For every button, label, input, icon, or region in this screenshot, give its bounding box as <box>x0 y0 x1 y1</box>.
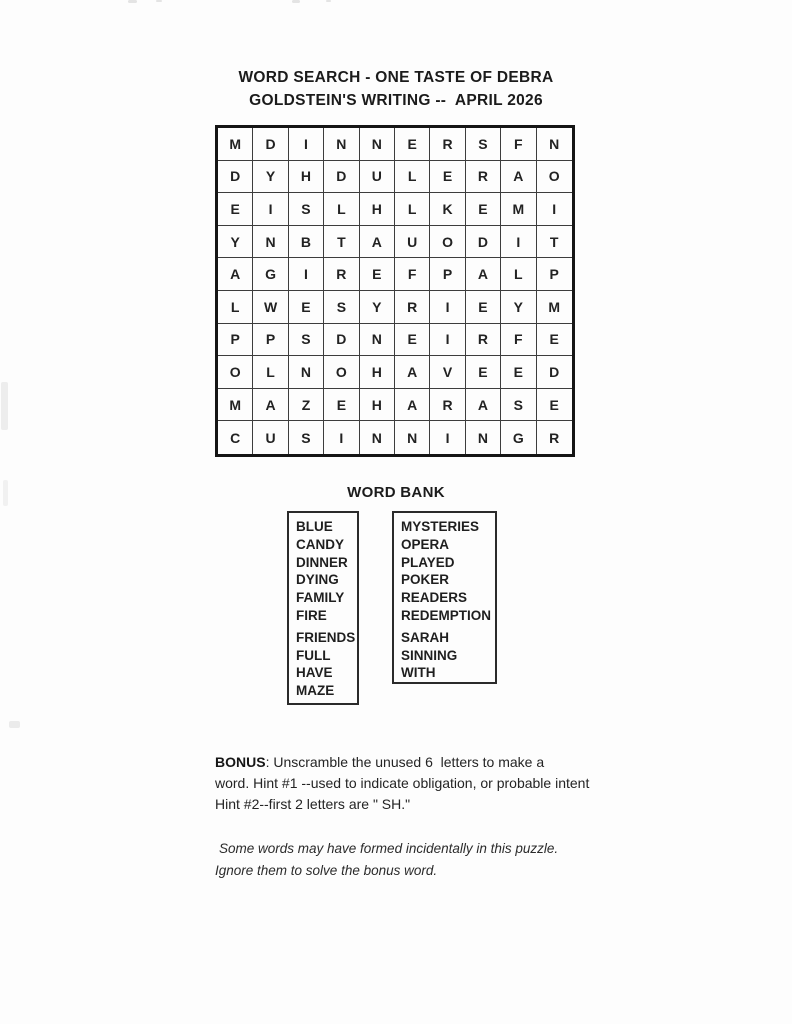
puzzle-title <box>0 66 792 112</box>
grid-cell-r5c4: R <box>324 258 359 291</box>
grid-cell-r8c5: H <box>360 356 395 389</box>
grid-cell-r10c4: I <box>324 421 359 454</box>
grid-cell-r9c5: H <box>360 389 395 422</box>
grid-cell-r8c1: O <box>218 356 253 389</box>
puzzle-title-line-1: WORD SEARCH - ONE TASTE OF DEBRA <box>238 69 554 86</box>
grid-cell-r7c1: P <box>218 324 253 357</box>
grid-cell-r4c2: N <box>253 226 288 259</box>
grid-cell-r7c10: E <box>537 324 572 357</box>
grid-cell-r4c6: U <box>395 226 430 259</box>
grid-cell-r8c7: V <box>430 356 465 389</box>
grid-cell-r4c8: D <box>466 226 501 259</box>
grid-cell-r4c10: T <box>537 226 572 259</box>
grid-cell-r5c6: F <box>395 258 430 291</box>
scan-artifact <box>9 721 20 728</box>
grid-cell-r8c6: A <box>395 356 430 389</box>
grid-cell-r7c5: N <box>360 324 395 357</box>
word-bank-item: PLAYED <box>401 554 455 570</box>
scan-artifact <box>128 0 137 3</box>
word-bank-item: SINNING <box>401 647 458 663</box>
bonus-line-2: word. Hint #1 --used to indicate obligation, or probable intent <box>215 775 590 791</box>
grid-cell-r5c8: A <box>466 258 501 291</box>
scan-artifact <box>326 0 331 2</box>
grid-cell-r10c3: S <box>289 421 324 454</box>
bonus-instructions <box>215 752 645 815</box>
grid-cell-r3c4: L <box>324 193 359 226</box>
grid-cell-r2c9: A <box>501 161 536 194</box>
grid-cell-r10c10: R <box>549 429 560 446</box>
word-bank-column-1 <box>287 511 359 705</box>
grid-cell-r9c8: A <box>466 389 501 422</box>
grid-cell-r3c6: L <box>395 193 430 226</box>
bonus-line-1-text: : Unscramble the unused 6 letters to make a <box>265 754 545 770</box>
grid-cell-r10c7: I <box>430 421 465 454</box>
grid-cell-r6c2: W <box>253 291 288 324</box>
word-bank-item: OPERA <box>401 536 450 552</box>
grid-cell-r1c4: N <box>324 128 359 161</box>
grid-cell-r5c3: I <box>289 258 324 291</box>
word-bank-item: REDEMPTION <box>401 607 492 623</box>
grid-cell-r2c4: D <box>324 161 359 194</box>
grid-cell-r10c9: G <box>501 421 536 454</box>
grid-cell-r8c4: O <box>324 356 359 389</box>
grid-cell-r1c9: F <box>501 128 536 161</box>
grid-cell-r3c7: K <box>430 193 465 226</box>
scan-artifact <box>1 382 8 430</box>
grid-cell-r2c1: D <box>218 161 253 194</box>
grid-cell-r5c5: E <box>360 258 395 291</box>
word-bank-item: FRIENDS <box>296 629 356 645</box>
grid-cell-r1c7: R <box>430 128 465 161</box>
grid-cell-r9c9: S <box>501 389 536 422</box>
grid-cell-r1c8: S <box>466 128 501 161</box>
grid-cell-r9c2: A <box>253 389 288 422</box>
grid-cell-r7c8: R <box>466 324 501 357</box>
word-bank-item: CANDY <box>296 536 345 552</box>
grid-cell-r10c5: N <box>360 421 395 454</box>
grid-cell-r4c4: T <box>324 226 359 259</box>
grid-cell-r5c10: P <box>537 258 572 291</box>
grid-cell-r4c3: B <box>289 226 324 259</box>
grid-cell-r4c9: I <box>501 226 536 259</box>
word-bank-item: BLUE <box>296 519 333 534</box>
grid-cell-r3c3: S <box>289 193 324 226</box>
word-bank-item: DYING <box>296 572 339 588</box>
word-bank-item: POKER <box>401 572 450 588</box>
grid-cell-r7c7: I <box>430 324 465 357</box>
grid-cell-r7c6: E <box>395 324 430 357</box>
grid-cell-r6c6: R <box>395 291 430 324</box>
note-line-1: Some words may have formed incidentally in this puzzle. <box>219 841 559 856</box>
grid-cell-r4c7: O <box>430 226 465 259</box>
grid-cell-r2c3: H <box>289 161 324 194</box>
grid-cell-r2c10: O <box>537 161 572 194</box>
grid-cell-r1c1: M <box>218 128 253 161</box>
grid-cell-r6c8: E <box>466 291 501 324</box>
grid-cell-r9c7: R <box>430 389 465 422</box>
word-bank-item: MAZE <box>296 683 335 699</box>
grid-cell-r3c9: M <box>501 193 536 226</box>
grid-cell-r9c10: E <box>537 389 572 422</box>
bonus-line-1 <box>215 752 645 773</box>
word-bank-heading: WORD BANK <box>347 484 445 501</box>
grid-cell-r4c1: Y <box>218 226 253 259</box>
grid-cell-r2c2: Y <box>253 161 288 194</box>
grid-cell-r8c10: D <box>537 356 572 389</box>
grid-cell-r6c1: L <box>218 291 253 324</box>
grid-cell-r10c8: N <box>466 421 501 454</box>
word-bank-item: FIRE <box>296 607 327 623</box>
grid-cell-r6c3: E <box>289 291 324 324</box>
grid-cell-r1c2: D <box>253 128 288 161</box>
grid-cell-r4c5: A <box>360 226 395 259</box>
grid-cell-r3c8: E <box>466 193 501 226</box>
grid-cell-r1c3: I <box>289 128 324 161</box>
grid-cell-r3c1: E <box>218 193 253 226</box>
grid-cell-r10c1: C <box>218 421 253 454</box>
word-bank-item: WITH <box>401 665 436 681</box>
word-bank-item: SARAH <box>401 629 450 645</box>
grid-cell-r8c8: E <box>466 356 501 389</box>
grid-cell-r8c2: L <box>253 356 288 389</box>
grid-cell-r9c4: E <box>324 389 359 422</box>
grid-cell-r3c10: I <box>537 193 572 226</box>
scan-artifact <box>292 0 300 3</box>
word-bank-item: DINNER <box>296 554 348 570</box>
grid-cell-r5c9: L <box>501 258 536 291</box>
grid-cell-r6c5: Y <box>360 291 395 324</box>
note-line-2: Ignore them to solve the bonus word. <box>215 862 438 878</box>
grid-cell-r1c5: N <box>360 128 395 161</box>
scan-artifact <box>156 0 162 2</box>
grid-cell-r9c3: Z <box>289 389 324 422</box>
grid-cell-r6c10: M <box>537 291 572 324</box>
puzzle-title-line-2: GOLDSTEIN'S WRITING -- APRIL 2026 <box>249 92 543 109</box>
word-search-grid <box>215 125 575 457</box>
grid-cell-r7c9: F <box>501 324 536 357</box>
word-bank-item: FAMILY <box>296 590 345 606</box>
grid-cell-r10c2: U <box>253 421 288 454</box>
grid-cell-r2c7: E <box>430 161 465 194</box>
grid-cell-r3c2: I <box>253 193 288 226</box>
grid-cell-r5c7: P <box>430 258 465 291</box>
word-bank-item: MYSTERIES <box>401 519 480 534</box>
grid-cell-r6c4: S <box>324 291 359 324</box>
grid-cell-r1c10: N <box>537 128 572 161</box>
grid-cell-r7c2: P <box>253 324 288 357</box>
grid-cell-r3c5: H <box>360 193 395 226</box>
grid-cell-r5c1: A <box>218 258 253 291</box>
grid-cell-r2c8: R <box>466 161 501 194</box>
grid-cell-r2c6: L <box>395 161 430 194</box>
grid-cell-r10c6: N <box>395 421 430 454</box>
bonus-label: BONUS <box>215 754 266 770</box>
word-bank-column-2 <box>392 511 497 684</box>
bonus-line-3: Hint #2--first 2 letters are " SH." <box>215 796 411 812</box>
incidental-words-note <box>215 838 635 881</box>
grid-cell-r7c4: D <box>324 324 359 357</box>
grid-cell-r6c9: Y <box>501 291 536 324</box>
grid-cell-r8c3: N <box>289 356 324 389</box>
grid-cell-r5c2: G <box>253 258 288 291</box>
word-bank-item: HAVE <box>296 665 333 681</box>
grid-cell-r8c9: E <box>501 356 536 389</box>
word-bank-item: FULL <box>296 647 331 663</box>
grid-cell-r9c6: A <box>395 389 430 422</box>
grid-cell-r7c3: S <box>289 324 324 357</box>
grid-cell-r9c1: M <box>218 389 253 422</box>
grid-cell-r1c6: E <box>395 128 430 161</box>
grid-cell-r2c5: U <box>360 161 395 194</box>
grid-cell-r6c7: I <box>430 291 465 324</box>
word-bank-item: READERS <box>401 590 468 606</box>
